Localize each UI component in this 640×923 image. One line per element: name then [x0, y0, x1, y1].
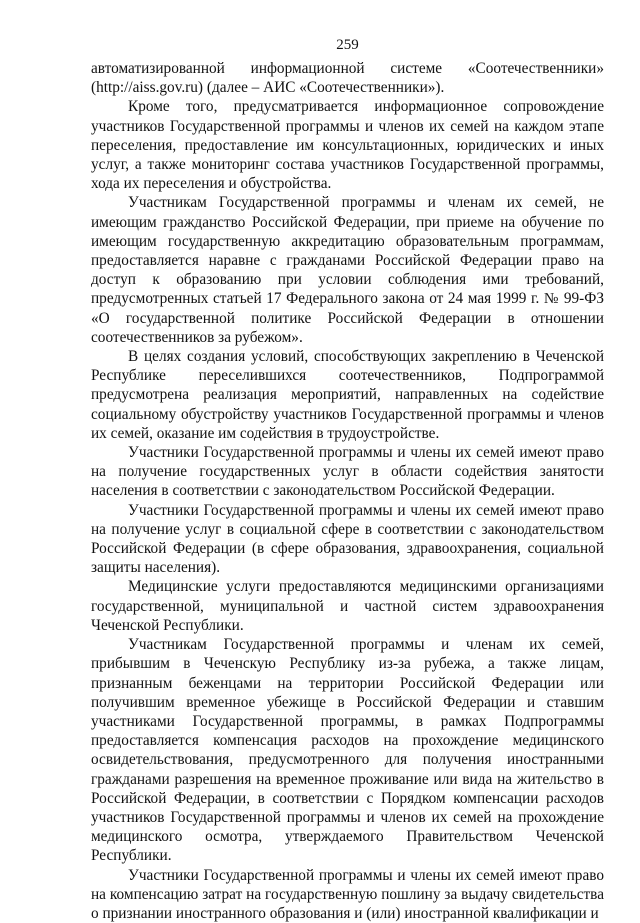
paragraph-fee-compensation: Участники Государственной программы и члены их семей имеют право на компенсацию затрат на государственную пошлину за выдачу свидетельства о признании иностранного образования и (или) иностранной квалификации и [91, 866, 604, 922]
paragraph-social-services: Участники Государственной программы и члены их семей имеют право на получение услуг в социальной сфере в соответствии с законодательством Российской Федерации (в сфере образования, здравоохранения, социальной защиты населения). [91, 501, 604, 577]
paragraph-social-arrangement: В целях создания условий, способствующих закреплению в Чеченской Республике переселившихся соотечественников, Подпрограммой предусмотрена реализация мероприятий, направленных на содействие социальному обустройству участников Государственной программы и членов их семей, оказание им содействия в трудоустройстве. [91, 348, 604, 442]
paragraph-ais-continuation: автоматизированной информационной системе «Соотечественники» (http://aiss.gov.ru) (далее – АИС «Соотечественники»). [91, 60, 604, 97]
page-number: 259 [336, 37, 359, 53]
paragraph-medical-compensation: Участникам Государственной программы и членам их семей, прибывшим в Чеченскую Республику из-за рубежа, а также лицам, признанным беженцами на территории Российской Федерации или получившим временное убежище в Российской Федерации и ставшим участниками Государственной программы, в рамках Подпрограммы предоставляется компенсация расходов на прохождение медицинского освидетельствования, предусмотренного для получения иностранными гражданами разрешения на временное проживание или вида на жительство в Российской Федерации, в соответствии с Порядком компенсации расходов участников Государственной программы и членов их семей на прохождение медицинского осмотра, утверждаемого Правительством Чеченской Республики. [91, 636, 604, 865]
paragraph-employment-services: Участники Государственной программы и члены их семей имеют право на получение государственных услуг в области содействия занятости населения в соответствии с законодательством Российской Федерации. [91, 444, 604, 500]
paragraph-information-support: Кроме того, предусматривается информационное сопровождение участников Государственной программы и членов их семей на каждом этапе переселения, предоставление им консультационных, юридических и иных услуг, а также мониторинг состава участников Государственной программы, хода их переселения и обустройства. [91, 98, 604, 193]
paragraph-medical-services: Медицинские услуги предоставляются медицинскими организациями государственной, муниципальной и частной систем здравоохранения Чеченской Республики. [91, 578, 604, 634]
paragraph-education-access: Участникам Государственной программы и членам их семей, не имеющим гражданство Российской Федерации, при приеме на обучение по имеющим государственную аккредитацию образовательным программам, предоставляется наравне с гражданами Российской Федерации право на доступ к образованию при условии соблюдения ими требований, предусмотренных статьей 17 Федерального закона от 24 мая 1999 г. № 99-ФЗ «О государственной политике Российской Федерации в отношении соотечественников за рубежом». [91, 194, 604, 346]
document-page [91, 36, 604, 923]
